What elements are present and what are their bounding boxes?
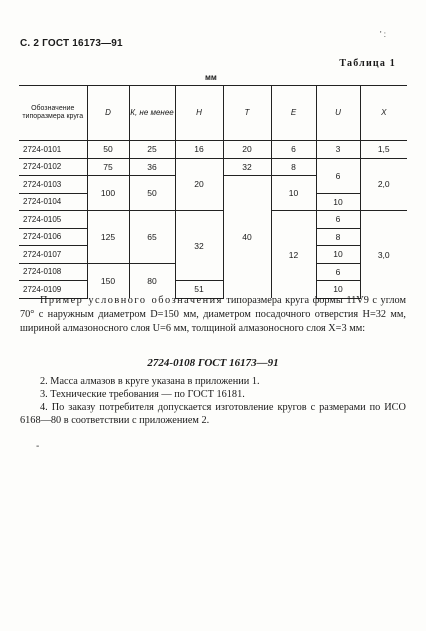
header-U: U — [316, 86, 360, 141]
example-paragraph — [20, 294, 406, 336]
u-cell: 6 — [316, 211, 360, 229]
u-cell: 8 — [316, 228, 360, 246]
code-cell: 2724-0104 — [19, 193, 87, 211]
code-cell: 2724-0107 — [19, 246, 87, 264]
h-cell: 32 — [175, 211, 223, 281]
header-E: E — [271, 86, 316, 141]
example-lead: Пример условного обозначения — [40, 295, 223, 306]
h-cell: 51 — [175, 281, 223, 299]
u-cell: 10 — [316, 281, 360, 299]
d-cell: 125 — [87, 211, 129, 264]
e-cell: 10 — [271, 176, 316, 211]
d-cell: 150 — [87, 263, 129, 298]
d-cell: 100 — [87, 176, 129, 211]
t-cell: 32 — [223, 158, 271, 176]
notes-list — [20, 375, 406, 427]
t-cell: 40 — [223, 176, 271, 299]
header-D: D — [87, 86, 129, 141]
table-row — [19, 211, 407, 229]
e-cell: 8 — [271, 158, 316, 176]
code-cell: 2724-0103 — [19, 176, 87, 194]
header-H: H — [175, 86, 223, 141]
page-header: С. 2 ГОСТ 16173—91 — [20, 38, 123, 49]
code-cell: 2724-0106 — [19, 228, 87, 246]
table-unit: мм — [205, 73, 217, 82]
table-header-row — [19, 86, 407, 141]
k-cell: 36 — [129, 158, 175, 176]
designation-example: 2724-0108 ГОСТ 16173—91 — [147, 357, 279, 369]
code-cell: 2724-0108 — [19, 263, 87, 281]
note-item: 3. Технические требования — по ГОСТ 16181. — [40, 389, 245, 400]
k-cell: 50 — [129, 176, 175, 211]
k-cell: 25 — [129, 141, 175, 159]
e-cell: 6 — [271, 141, 316, 159]
table-row — [19, 158, 407, 176]
dimensions-table — [19, 85, 407, 299]
header-X: X — [360, 86, 407, 141]
scan-mark: - — [36, 441, 40, 452]
code-cell: 2724-0101 — [23, 144, 62, 154]
scan-mark: ' : — [380, 30, 386, 39]
u-cell: 3 — [316, 141, 360, 159]
u-cell: 6 — [316, 158, 360, 193]
table-row — [19, 141, 407, 159]
h-cell: 16 — [175, 141, 223, 159]
h-cell: 20 — [175, 158, 223, 211]
note-item: 2. Масса алмазов в круге указана в приложении 1. — [40, 376, 260, 387]
table-label: Таблица 1 — [339, 58, 396, 69]
d-cell: 75 — [87, 158, 129, 176]
note-item: 4. По заказу потребителя допускается изготовление кругов с размерами по ИСО 6168—80 в соответствии с приложением 2. — [20, 402, 406, 426]
u-cell: 10 — [316, 246, 360, 264]
example-text: типоразмера круга формы 11V9 с углом 70° с наружным диаметром D=150 мм, диаметром посадочного отверстия H=32 мм, шириной алмазоносного слоя U=6 мм, толщиной алмазоносного слоя X=3 мм: — [20, 295, 407, 334]
u-cell: 10 — [316, 193, 360, 211]
x-cell: 2,0 — [360, 158, 407, 211]
header-K: К, не менее — [129, 86, 175, 141]
e-cell: 12 — [271, 211, 316, 299]
d-cell: 50 — [87, 141, 129, 159]
code-cell: 2724-0109 — [19, 281, 87, 299]
code-cell: 2724-0102 — [19, 158, 87, 176]
header-T: T — [223, 86, 271, 141]
code-cell: 2724-0105 — [19, 211, 87, 229]
k-cell: 80 — [129, 263, 175, 298]
u-cell: 6 — [316, 263, 360, 281]
x-cell: 3,0 — [360, 211, 407, 299]
t-cell: 20 — [223, 141, 271, 159]
x-cell: 1,5 — [360, 141, 407, 159]
header-designation: Обозначение типоразмера круга — [19, 86, 87, 141]
k-cell: 65 — [129, 211, 175, 264]
